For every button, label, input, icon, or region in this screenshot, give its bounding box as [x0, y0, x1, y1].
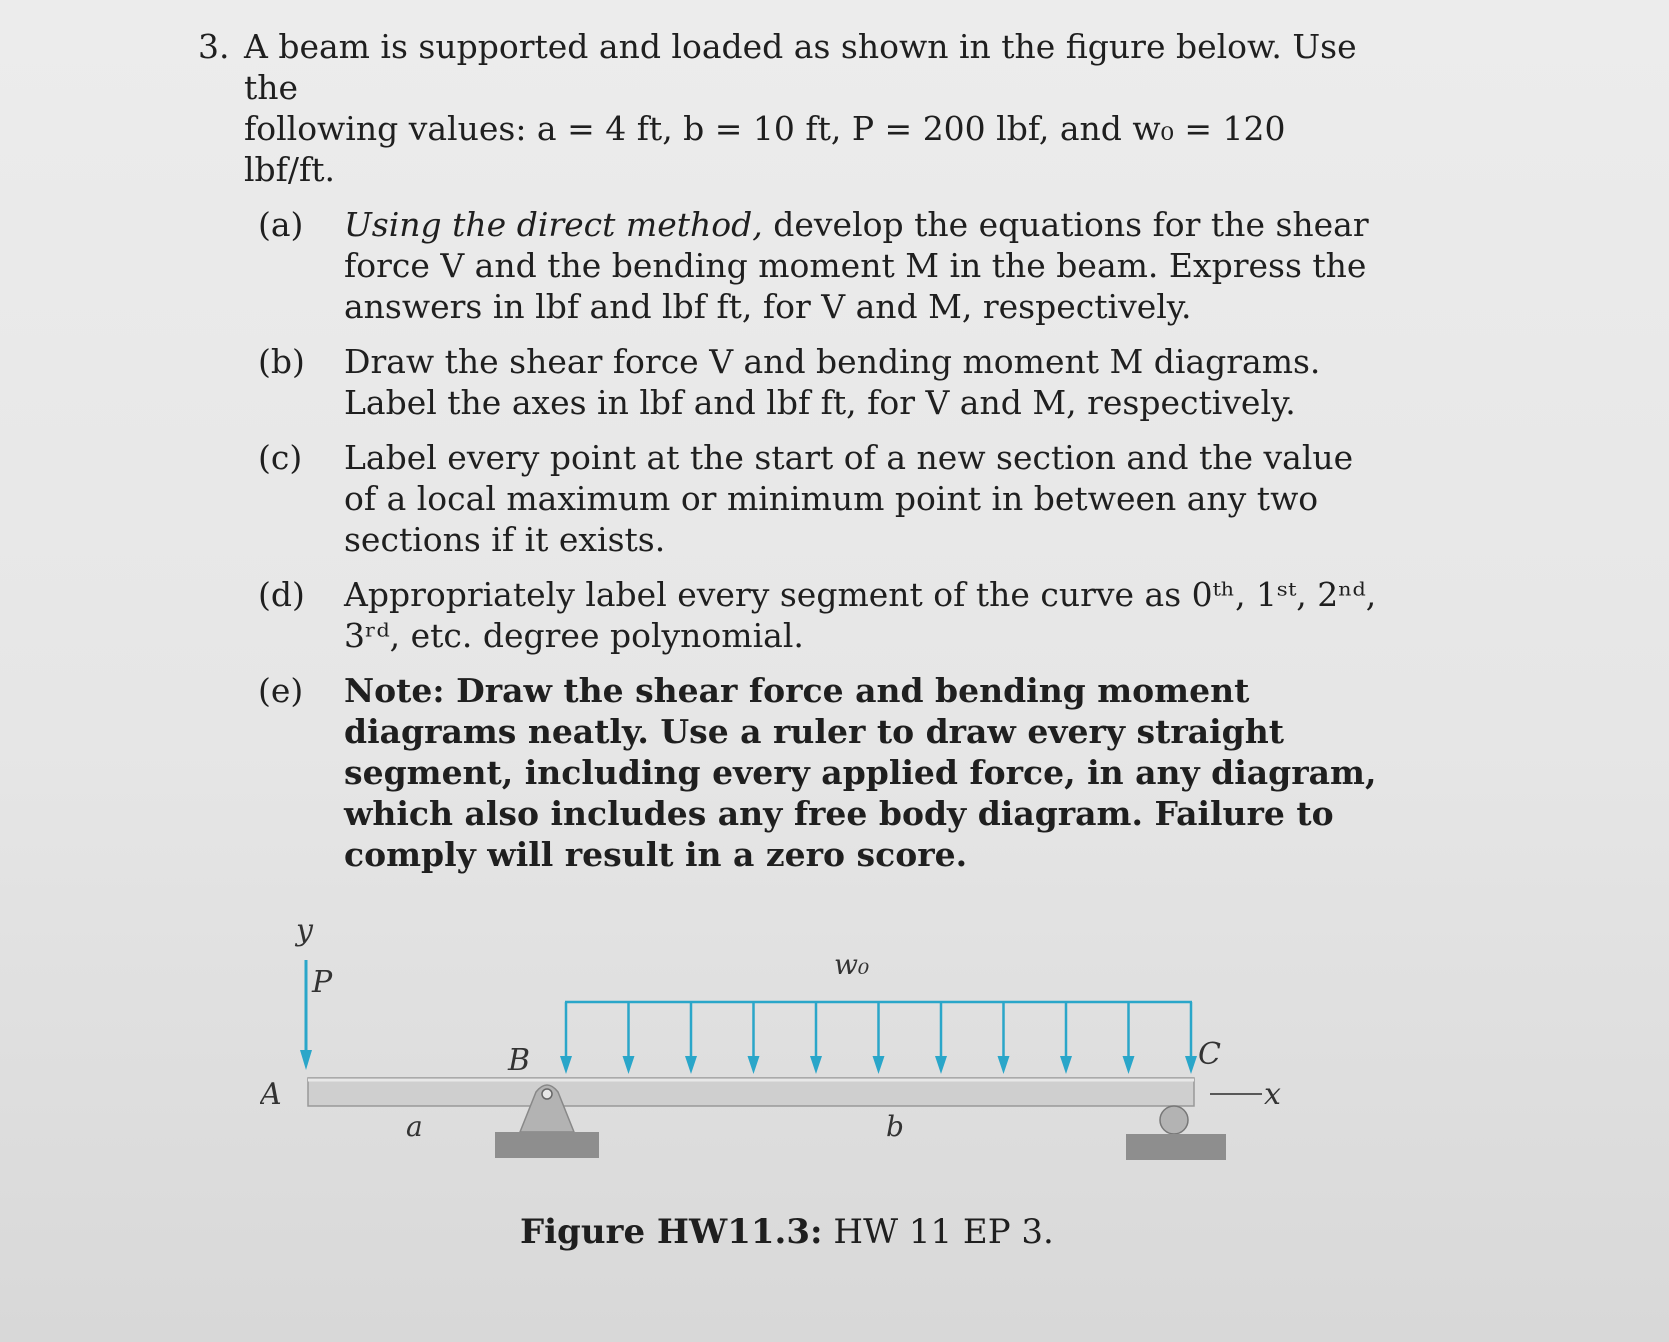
part-e-label: (e)	[258, 671, 304, 710]
load-arrowhead	[1123, 1056, 1135, 1074]
beam-diagram	[260, 900, 1300, 1200]
load-arrowhead	[935, 1056, 947, 1074]
part-c-label: (c)	[258, 438, 303, 477]
part-c-text: Label every point at the start of a new section and the value of a local maximum or minimum point in between any two sections if it exists.	[344, 438, 1354, 559]
ground-C	[1126, 1134, 1226, 1160]
load-arrowhead	[998, 1056, 1010, 1074]
part-d-label: (d)	[258, 575, 305, 614]
load-arrowhead	[1185, 1056, 1197, 1074]
caption-text: HW 11 EP 3.	[822, 1212, 1054, 1252]
stem-line-1: A beam is supported and loaded as shown in the figure below. Use the	[244, 27, 1357, 107]
label-A: A	[260, 1077, 282, 1112]
label-x: x	[1264, 1077, 1281, 1112]
problem-stem	[244, 26, 1378, 190]
part-b	[258, 341, 1378, 423]
load-arrowhead	[810, 1056, 822, 1074]
label-C: C	[1198, 1037, 1221, 1072]
part-d-text: Appropriately label every segment of the curve as 0ᵗʰ, 1ˢᵗ, 2ⁿᵈ, 3ʳᵈ, etc. degree polynomial.	[344, 575, 1377, 655]
part-e	[258, 670, 1378, 875]
problem-number: 3.	[198, 27, 230, 66]
beam-figure	[260, 900, 1300, 1200]
caption-label: Figure HW11.3:	[520, 1212, 823, 1252]
part-d	[258, 574, 1378, 656]
pin-icon	[542, 1089, 552, 1099]
part-e-text: Note: Draw the shear force and bending moment diagrams neatly. Use a ruler to draw every straight segment, including every applied force, in any diagram, which also includes any free body diagram. Failure to comply will result in a zero score.	[344, 671, 1377, 874]
problem-3	[198, 26, 1378, 875]
label-a: a	[406, 1110, 423, 1143]
point-load-P	[300, 960, 312, 1070]
beam	[308, 1078, 1194, 1106]
label-P: P	[312, 965, 333, 1000]
part-b-label: (b)	[258, 342, 305, 381]
load-arrowhead	[748, 1056, 760, 1074]
label-b: b	[886, 1110, 904, 1143]
part-a-body	[344, 204, 1378, 327]
figure-caption	[520, 1212, 1054, 1252]
load-arrowhead	[685, 1056, 697, 1074]
load-arrowhead	[873, 1056, 885, 1074]
part-c	[258, 437, 1378, 560]
roller-icon	[1160, 1106, 1188, 1134]
load-arrowhead	[623, 1056, 635, 1074]
part-b-text: Draw the shear force V and bending moment M diagrams. Label the axes in lbf and lbf ft, for V and M, respectively.	[344, 342, 1321, 422]
label-w0: w₀	[834, 948, 870, 981]
load-arrowhead	[1060, 1056, 1072, 1074]
part-a-label: (a)	[258, 205, 304, 244]
label-B: B	[508, 1043, 531, 1078]
distributed-load-arrows	[560, 1002, 1197, 1074]
ground-B	[495, 1132, 599, 1158]
part-a	[258, 204, 1378, 327]
load-arrowhead	[560, 1056, 572, 1074]
part-a-text: develop the equations for the shear force V and the bending moment M in the beam. Express the answers in lbf and lbf ft, for V and M, respectively.	[344, 205, 1369, 326]
part-a-lead: Using the direct method,	[344, 205, 763, 244]
load-P-arrowhead	[300, 1050, 312, 1070]
roller-support-C	[1126, 1106, 1226, 1160]
label-y: y	[296, 913, 313, 948]
stem-line-2: following values: a = 4 ft, b = 10 ft, P = 200 lbf, and w₀ = 120 lbf/ft.	[244, 109, 1286, 189]
